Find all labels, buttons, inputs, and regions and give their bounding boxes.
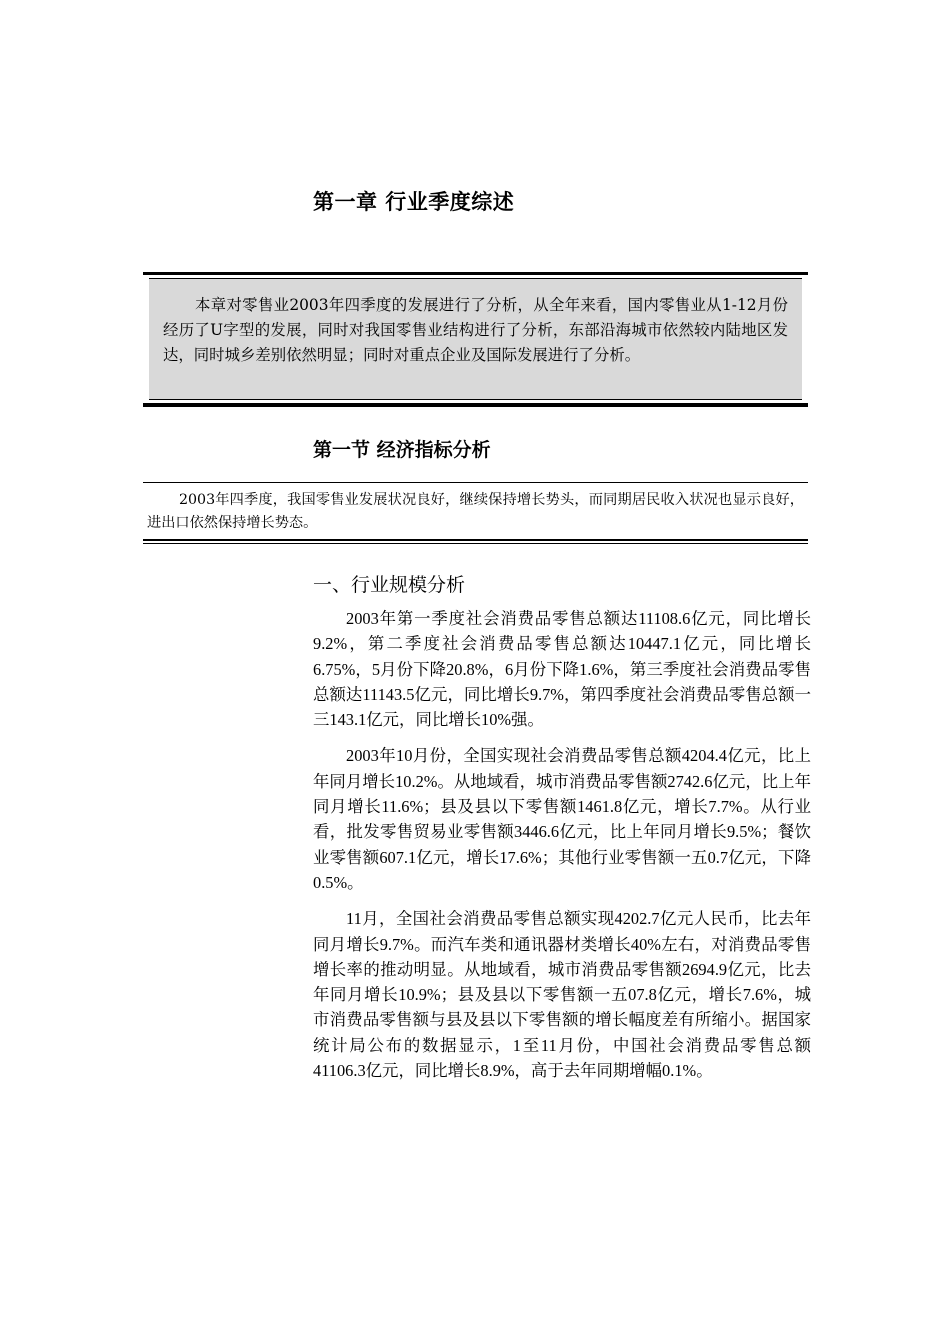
body-paragraph: 2003年第一季度社会消费品零售总额达11108.6亿元，同比增长9.2%，第二季度社会消费品零售总额达10447.1亿元，同比增长6.75%，5月份下降20.8%，6月份下降1.6%，第三季度社会消费品零售总额达11143.5亿元，同比增长9.7%，第四季度社会消费品零售总额一三143.1亿元，同比增长10%强。 xyxy=(313,609,811,730)
chapter-summary-box xyxy=(143,272,808,406)
section-intro-rule-thick xyxy=(143,539,808,541)
section-title: 第一节 经济指标分析 xyxy=(313,439,491,461)
summary-bottom-rule xyxy=(143,406,808,407)
body-paragraph: 2003年10月份，全国实现社会消费品零售总额4204.4亿元，比上年同月增长10.2%。从地域看，城市消费品零售额2742.6亿元，比上年同月增长11.6%；县及县以下零售额1461.8亿元，增长7.7%。从行业看，批发零售贸易业零售额3446.6亿元，比上年同月增长9.5%；餐饮业零售额607.1亿元，增长17.6%；其他行业零售额一五0.7亿元，下降0.5%。 xyxy=(313,746,811,892)
subsection-title: 一、行业规模分析 xyxy=(313,574,466,596)
section-intro-rule-thin xyxy=(143,543,808,544)
section-intro-text: 2003年四季度，我国零售业发展状况良好，继续保持增长势头，而同期居民收入状况也显示良好，进出口依然保持增长势态。 xyxy=(147,492,804,531)
section-intro-box xyxy=(143,482,808,544)
chapter-summary-text: 本章对零售业2003年四季度的发展进行了分析，从全年来看，国内零售业从1-12月份经历了U字型的发展，同时对我国零售业结构进行了分析，东部沿海城市依然较内陆地区发达，同时城乡差别依然明显；同时对重点企业及国际发展进行了分析。 xyxy=(149,278,802,400)
chapter-title: 第一章 行业季度综述 xyxy=(313,190,515,214)
body-paragraph: 11月，全国社会消费品零售总额实现4202.7亿元人民币，比去年同月增长9.7%。而汽车类和通讯器材类增长40%左右，对消费品零售增长率的推动明显。从地域看，城市消费品零售额2694.9亿元，比去年同月增长10.9%；县及县以下零售额一五07.8亿元，增长7.6%，城市消费品零售额与县及县以下零售额的增长幅度差有所缩小。据国家统计局公布的数据显示，1至11月份，中国社会消费品零售总额41106.3亿元，同比增长8.9%，高于去年同期增幅0.1%。 xyxy=(313,909,811,1081)
body-text xyxy=(313,606,811,1094)
